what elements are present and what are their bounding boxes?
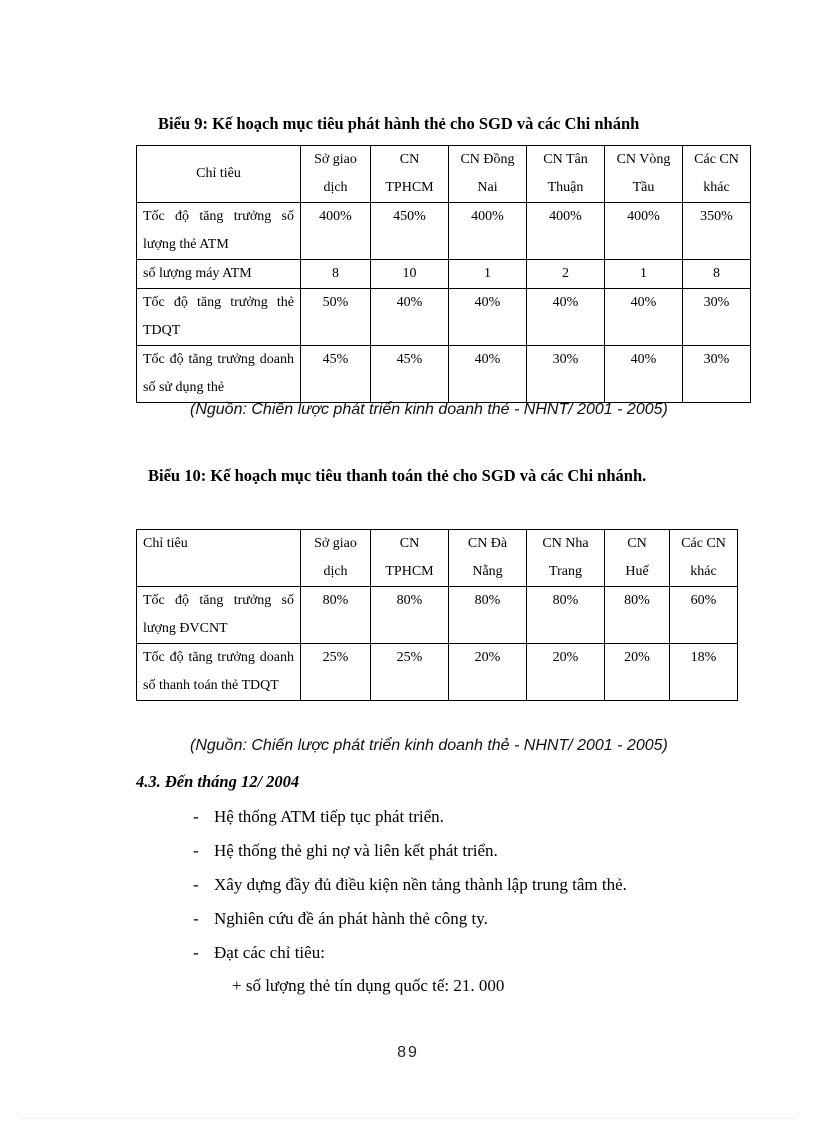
column-header [605,146,683,203]
column-header-line: khác [703,180,730,195]
table2-card-payment-targets [136,529,738,701]
table-row [137,260,751,289]
bullet-text: Đạt các chỉ tiêu: [214,943,325,962]
column-header [527,530,605,587]
table-cell: 45% [301,346,371,403]
row-label: Tốc độ tăng trưởng doanh số thanh toán thẻ TDQT [137,644,301,701]
table-cell: 1 [605,260,683,289]
bullet-marker: - [193,943,199,962]
column-header-line: Nai [477,180,498,195]
table-cell: 8 [683,260,751,289]
column-header-line: Chỉ tiêu [196,166,241,181]
column-header [301,146,371,203]
bullet-item [193,909,627,943]
bullet-marker: - [193,875,199,894]
table2-body [137,587,738,701]
table-cell: 400% [449,203,527,260]
column-header-line: Sở giao [314,536,357,551]
table-cell: 50% [301,289,371,346]
table-cell: 10 [371,260,449,289]
table-cell: 80% [301,587,371,644]
row-label: Tốc độ tăng trưởng số lượng thẻ ATM [137,203,301,260]
table-cell: 400% [527,203,605,260]
column-header [371,530,449,587]
column-header [449,146,527,203]
table-row [137,644,738,701]
column-header-line: Các CN [694,152,739,167]
table-row [137,587,738,644]
table1-card-issuance-targets [136,145,751,403]
column-header-line: Các CN [681,536,726,551]
bullet-item [193,841,627,875]
column-header-line: TPHCM [385,180,434,195]
column-header-line: CN Đồng [460,152,515,167]
column-header [301,530,371,587]
table-cell: 350% [683,203,751,260]
table-cell: 400% [301,203,371,260]
table2-source-note: (Nguồn: Chiến lược phát triển kinh doanh thẻ - NHNT/ 2001 - 2005) [190,737,668,754]
table-cell: 450% [371,203,449,260]
table1-body [137,203,751,403]
bullet-marker: - [193,807,199,826]
table-cell: 80% [527,587,605,644]
table-cell: 20% [527,644,605,701]
column-header-line: CN [399,536,420,551]
footer-divider [20,1118,796,1119]
table-cell: 80% [605,587,670,644]
column-header-line: Tầu [632,180,655,195]
table1-caption: Biểu 9: Kế hoạch mục tiêu phát hành thẻ cho SGD và các Chi nhánh [158,114,640,133]
column-header-line: Sở giao [314,152,357,167]
table-cell: 30% [683,346,751,403]
table-cell: 1 [449,260,527,289]
column-header [605,530,670,587]
table-cell: 40% [527,289,605,346]
row-label: số lượng máy ATM [137,260,301,289]
table-cell: 40% [605,346,683,403]
table-header-row [137,530,738,587]
bullet-text: Hệ thống ATM tiếp tục phát triển. [214,807,444,826]
table2-header [137,530,738,587]
table-cell: 45% [371,346,449,403]
table-cell: 20% [449,644,527,701]
column-header-line: CN [627,536,647,551]
table-cell: 20% [605,644,670,701]
column-header-line: CN Đà [467,536,508,551]
table-cell: 80% [449,587,527,644]
bullet-marker: - [193,909,199,928]
column-header [683,146,751,203]
table-cell: 25% [371,644,449,701]
column-header [137,146,301,203]
table-cell: 40% [449,346,527,403]
column-header [137,530,301,587]
column-header-line: CN Tân [543,152,588,167]
row-label: Tốc độ tăng trưởng số lượng ĐVCNT [137,587,301,644]
table-header-row [137,146,751,203]
section-title: 4.3. Đến tháng 12/ 2004 [136,772,300,791]
bullet-item [193,875,627,909]
table1-header [137,146,751,203]
table-cell: 30% [683,289,751,346]
bullet-list [193,807,627,977]
column-header [449,530,527,587]
page-number: 89 [397,1044,419,1061]
column-header-line: dịch [323,180,348,195]
row-label: Tốc độ tăng trưởng doanh số sử dụng thẻ [137,346,301,403]
bullet-text: Xây dựng đầy đủ điều kiện nền tảng thành lập trung tâm thẻ. [214,875,627,894]
table-cell: 40% [371,289,449,346]
column-header-line: khác [690,564,717,579]
table2-caption: Biểu 10: Kế hoạch mục tiêu thanh toán thẻ cho SGD và các Chi nhánh. [148,466,647,485]
table-cell: 40% [605,289,683,346]
bullet-marker: - [193,841,199,860]
bullet-item [193,807,627,841]
bullet-text: Hệ thống thẻ ghi nợ và liên kết phát triển. [214,841,498,860]
column-header [527,146,605,203]
table-cell: 60% [670,587,738,644]
column-header-line: CN Nha [542,536,589,551]
table-row [137,289,751,346]
table-cell: 25% [301,644,371,701]
column-header [371,146,449,203]
table-cell: 30% [527,346,605,403]
column-header-line: Huế [625,564,649,579]
table-row [137,203,751,260]
bullet-item [193,943,627,977]
column-header-line: Chỉ tiêu [143,536,188,551]
column-header-line: Nẵng [472,564,503,579]
column-header-line: Trang [549,564,582,579]
table-cell: 40% [449,289,527,346]
table1-source-note: (Nguồn: Chiến lược phát triển kinh doanh thẻ - NHNT/ 2001 - 2005) [190,401,668,418]
table-cell: 8 [301,260,371,289]
table-cell: 2 [527,260,605,289]
column-header [670,530,738,587]
bullet-text: Nghiên cứu đề án phát hành thẻ công ty. [214,909,488,928]
table-cell: 400% [605,203,683,260]
row-label: Tốc độ tăng trưởng thẻ TDQT [137,289,301,346]
column-header-line: TPHCM [385,564,434,579]
column-header-line: Thuận [547,180,584,195]
table-cell: 80% [371,587,449,644]
column-header-line: CN Vòng [616,152,671,167]
sub-item: + số lượng thẻ tín dụng quốc tế: 21. 000 [232,976,505,995]
table-cell: 18% [670,644,738,701]
column-header-line: CN [399,152,420,167]
table-row [137,346,751,403]
column-header-line: dịch [323,564,348,579]
